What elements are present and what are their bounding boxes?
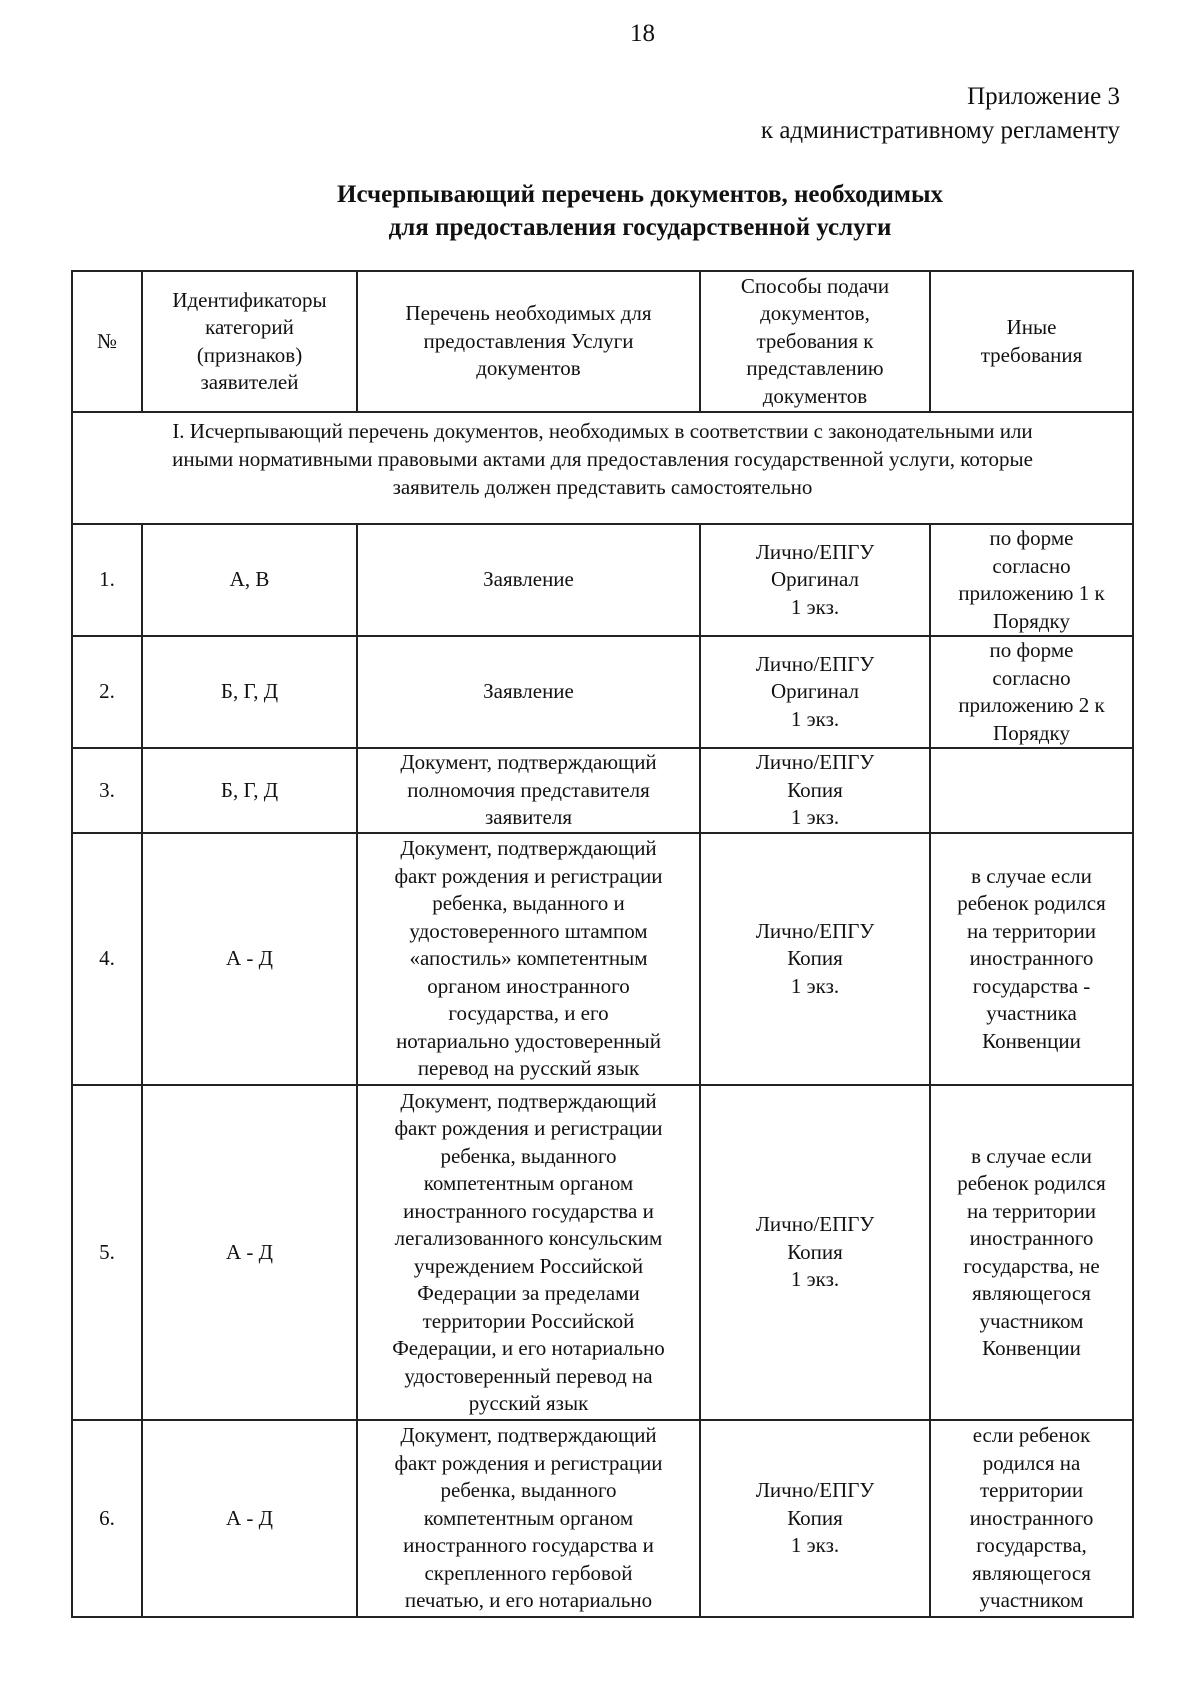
cell-line: по форме [989, 638, 1074, 662]
row-num: 1. [72, 524, 142, 636]
cell-line: Лично/ЕПГУ [755, 1478, 875, 1503]
row-document [357, 1085, 700, 1420]
title-line-2: для предоставления государственной услуги [388, 214, 892, 241]
cell-line: компетентным органом [423, 1505, 634, 1530]
cell-line: согласно [992, 665, 1071, 690]
cell-line: нотариально удостоверенный [396, 1028, 661, 1053]
cell-line: иностранного [969, 946, 1094, 971]
cell-line: государства, не [963, 1253, 1100, 1278]
cell-line: 1 экз. [790, 706, 840, 731]
cell-line: представлению [746, 356, 884, 381]
row-document [357, 636, 700, 748]
cell-line: скрепленного гербовой [424, 1560, 633, 1585]
row-other [930, 524, 1133, 636]
cell-line: заявитель должен представить самостоятельно [392, 475, 813, 499]
cell-line: если ребенок [972, 1423, 1091, 1448]
documents-table [71, 270, 1134, 1618]
table-header-row [72, 271, 1133, 412]
row-document [357, 1420, 700, 1617]
row-document [357, 748, 700, 833]
cell-line: I. Исчерпывающий перечень документов, необходимых в соответствии с законодательными или [172, 419, 1033, 443]
table-row [72, 1420, 1133, 1617]
cell-line: Лично/ЕПГУ [755, 918, 875, 943]
cell-line: Документ, подтверждающий [400, 1088, 657, 1113]
cell-line: Федерации, и его нотариально [392, 1336, 665, 1360]
row-method [700, 1420, 930, 1617]
cell-line: печатью, и его нотариально [404, 1588, 653, 1613]
cell-line: требования [980, 342, 1083, 367]
cell-line: Способы подачи [740, 273, 890, 298]
cell-line: документов, [760, 301, 870, 326]
row-num: 3. [72, 748, 142, 833]
cell-line: в случае если [971, 1143, 1092, 1168]
row-other [930, 833, 1133, 1085]
row-num: 5. [72, 1085, 142, 1420]
cell-line: ребенок родился [957, 891, 1106, 916]
cell-line: удостоверенный перевод на [404, 1363, 653, 1388]
cell-line: Копия [787, 777, 843, 802]
cell-line: родился на [982, 1450, 1081, 1475]
cell-line: заявителей [200, 370, 299, 394]
cell-line: русский язык [468, 1391, 589, 1415]
row-num: 4. [72, 833, 142, 1085]
cell-line: (признаков) [196, 342, 303, 367]
row-method [700, 1085, 930, 1420]
cell-line: Лично/ЕПГУ [755, 651, 875, 676]
cell-line: приложению 2 к [958, 693, 1105, 717]
row-method [700, 636, 930, 748]
table-row [72, 524, 1133, 636]
cell-line: Порядку [993, 608, 1070, 633]
appendix-line-1: Приложение 3 [967, 83, 1120, 110]
header-categories [142, 271, 357, 412]
cell-line: 1 экз. [790, 1267, 840, 1292]
cell-line: иными нормативными правовыми актами для предоставления государственной услуги, которые [172, 447, 1033, 471]
cell-line: государства - [972, 973, 1091, 998]
cell-line: 1 экз. [790, 973, 840, 998]
cell-line: 1 экз. [790, 594, 840, 619]
cell-line: Лично/ЕПГУ [755, 539, 875, 564]
cell-line: Копия [787, 946, 843, 971]
cell-line: полномочия представителя [407, 777, 650, 802]
header-methods [700, 271, 930, 412]
row-categories: А - Д [142, 1420, 357, 1617]
cell-line: удостоверенного штампом [409, 918, 648, 943]
cell-line: ребенка, выданного и [432, 891, 625, 916]
cell-line: Конвенции [982, 1336, 1081, 1360]
cell-line: территории [979, 1478, 1084, 1503]
cell-line: учреждением Российской [413, 1253, 644, 1278]
cell-line: Перечень необходимых для [405, 301, 652, 326]
cell-line: Копия [787, 1505, 843, 1530]
cell-line: «апостиль» компетентным [409, 946, 648, 971]
table-row [72, 833, 1133, 1085]
appendix-line-2: к административному регламенту [760, 117, 1120, 144]
cell-line: Документ, подтверждающий [400, 836, 657, 861]
cell-line: документов [476, 356, 581, 381]
cell-line: Лично/ЕПГУ [755, 750, 875, 775]
document-title [240, 178, 1040, 244]
cell-line: заявителя [484, 805, 573, 830]
cell-line: Федерации за пределами [417, 1281, 640, 1305]
cell-line: в случае если [971, 863, 1092, 888]
header-documents [357, 271, 700, 412]
cell-line: Порядку [993, 720, 1070, 745]
cell-line: органом иностранного [427, 973, 630, 998]
cell-line: перевод на русский язык [417, 1056, 640, 1081]
cell-line: являющегося [972, 1560, 1091, 1585]
cell-line: требования к [756, 328, 874, 353]
header-num: № [72, 271, 142, 412]
cell-line: Идентификаторы [172, 287, 327, 312]
row-other [930, 1420, 1133, 1617]
section-heading [72, 412, 1133, 524]
row-categories: А, В [142, 524, 357, 636]
table-row [72, 1085, 1133, 1420]
title-line-1: Исчерпывающий перечень документов, необходимых [337, 181, 943, 208]
section-row [72, 412, 1133, 524]
row-other [930, 1085, 1133, 1420]
row-other [930, 748, 1133, 833]
cell-line: Заявление [483, 567, 574, 592]
cell-line: иностранного [969, 1505, 1094, 1530]
cell-line: приложению 1 к [958, 581, 1105, 605]
cell-line: Копия [787, 1239, 843, 1264]
cell-line: документов [762, 383, 868, 408]
cell-line: ребенок родился [957, 1171, 1106, 1195]
row-categories: Б, Г, Д [142, 636, 357, 748]
page-number: 18 [630, 20, 655, 47]
cell-line: по форме [989, 526, 1074, 550]
cell-line: легализованного консульским [394, 1226, 663, 1250]
cell-line: Документ, подтверждающий [400, 750, 657, 775]
cell-line: Заявление [483, 679, 574, 704]
row-method [700, 524, 930, 636]
row-other [930, 636, 1133, 748]
cell-line: категорий [205, 315, 294, 339]
header-other [930, 271, 1133, 412]
cell-line: участником [979, 1308, 1084, 1333]
cell-line: территории Российской [422, 1308, 635, 1333]
row-num: 2. [72, 636, 142, 748]
row-num: 6. [72, 1420, 142, 1617]
cell-line: предоставления Услуги [423, 328, 634, 353]
cell-line: Лично/ЕПГУ [755, 1212, 875, 1237]
cell-line: ребенка, выданного [440, 1478, 617, 1503]
table-row [72, 636, 1133, 748]
cell-line: на территории [967, 1198, 1096, 1223]
cell-line: Документ, подтверждающий [400, 1423, 657, 1448]
cell-line: Конвенции [982, 1028, 1081, 1053]
cell-line: на территории [967, 918, 1096, 943]
cell-line: Оригинал [771, 679, 859, 704]
cell-line: участника [986, 1001, 1077, 1026]
cell-line: ребенка, выданного [440, 1143, 617, 1168]
cell-line: Иные [1006, 315, 1057, 339]
table-row [72, 748, 1133, 833]
row-categories: Б, Г, Д [142, 748, 357, 833]
cell-line: 1 экз. [790, 805, 840, 830]
cell-line: являющегося [972, 1281, 1091, 1305]
cell-line: государства, и его [448, 1001, 609, 1026]
cell-line: иностранного государства и [403, 1198, 654, 1223]
cell-line: государства, [976, 1533, 1087, 1558]
cell-line: участником [979, 1588, 1084, 1613]
row-categories: А - Д [142, 833, 357, 1085]
row-method [700, 833, 930, 1085]
cell-line: 1 экз. [790, 1533, 840, 1558]
cell-line: Оригинал [771, 567, 859, 592]
row-document [357, 833, 700, 1085]
cell-line: иностранного [969, 1226, 1094, 1250]
cell-line: компетентным органом [423, 1171, 634, 1195]
cell-line: иностранного государства и [403, 1533, 654, 1558]
cell-line: факт рождения и регистрации [394, 863, 663, 888]
row-categories: А - Д [142, 1085, 357, 1420]
row-document [357, 524, 700, 636]
appendix-note [761, 80, 1120, 148]
cell-line: факт рождения и регистрации [394, 1450, 663, 1475]
cell-line: согласно [992, 553, 1071, 578]
cell-line: факт рождения и регистрации [394, 1116, 663, 1140]
row-method [700, 748, 930, 833]
